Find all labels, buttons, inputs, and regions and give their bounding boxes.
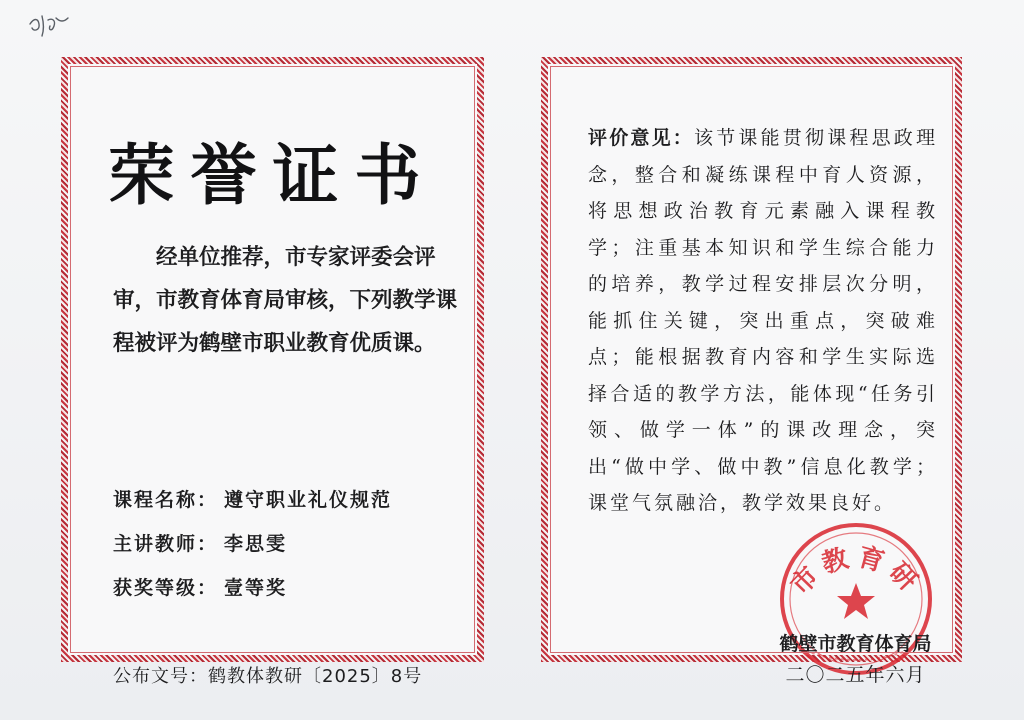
evaluation-text: 该节课能贯彻课程思政理念，整合和凝练课程中育人资源，将思想政治教育元素融入课程教学；注重基本知识和学生综合能力的培养，教学过程安排层次分明，能抓住关键，突出重点，突破难点；能根据教育内容和学生实际选择合适的教学方法，能体现“任务引领、做学一体”的课改理念，突出“做中学、做中教”信息化教学；课堂气氛融洽，教学效果良好。 bbox=[588, 127, 938, 514]
evaluation-paragraph bbox=[588, 120, 938, 522]
award-label: 获奖等级： bbox=[113, 577, 219, 599]
right-panel bbox=[541, 57, 962, 686]
course-value: 遵守职业礼仪规范 bbox=[224, 489, 393, 511]
course-label: 课程名称： bbox=[113, 489, 219, 511]
award-row bbox=[113, 573, 287, 600]
certificate-title: 荣誉证书 bbox=[108, 136, 437, 214]
handwritten-mark bbox=[26, 10, 72, 40]
teacher-row bbox=[113, 529, 287, 556]
publication-number: 公布文号：鹤教体教研〔2025〕8号 bbox=[113, 666, 423, 687]
teacher-label: 主讲教师： bbox=[113, 533, 219, 555]
issuer-name: 鹤壁市教育体育局 bbox=[779, 633, 932, 655]
left-panel bbox=[61, 57, 484, 687]
intro-text: 经单位推荐，市专家评委会评审，市教育体育局审核，下列教学课程被评为鹤壁市职业教育优质课。 bbox=[113, 245, 458, 356]
course-row bbox=[113, 485, 392, 512]
award-value: 壹等奖 bbox=[224, 577, 288, 599]
issue-date: 二〇二五年六月 bbox=[785, 664, 926, 686]
intro-paragraph bbox=[113, 236, 458, 365]
stamp-text: 市教育研 bbox=[785, 542, 927, 601]
evaluation-label: 评价意见： bbox=[588, 127, 694, 149]
teacher-value: 李思雯 bbox=[224, 533, 288, 555]
